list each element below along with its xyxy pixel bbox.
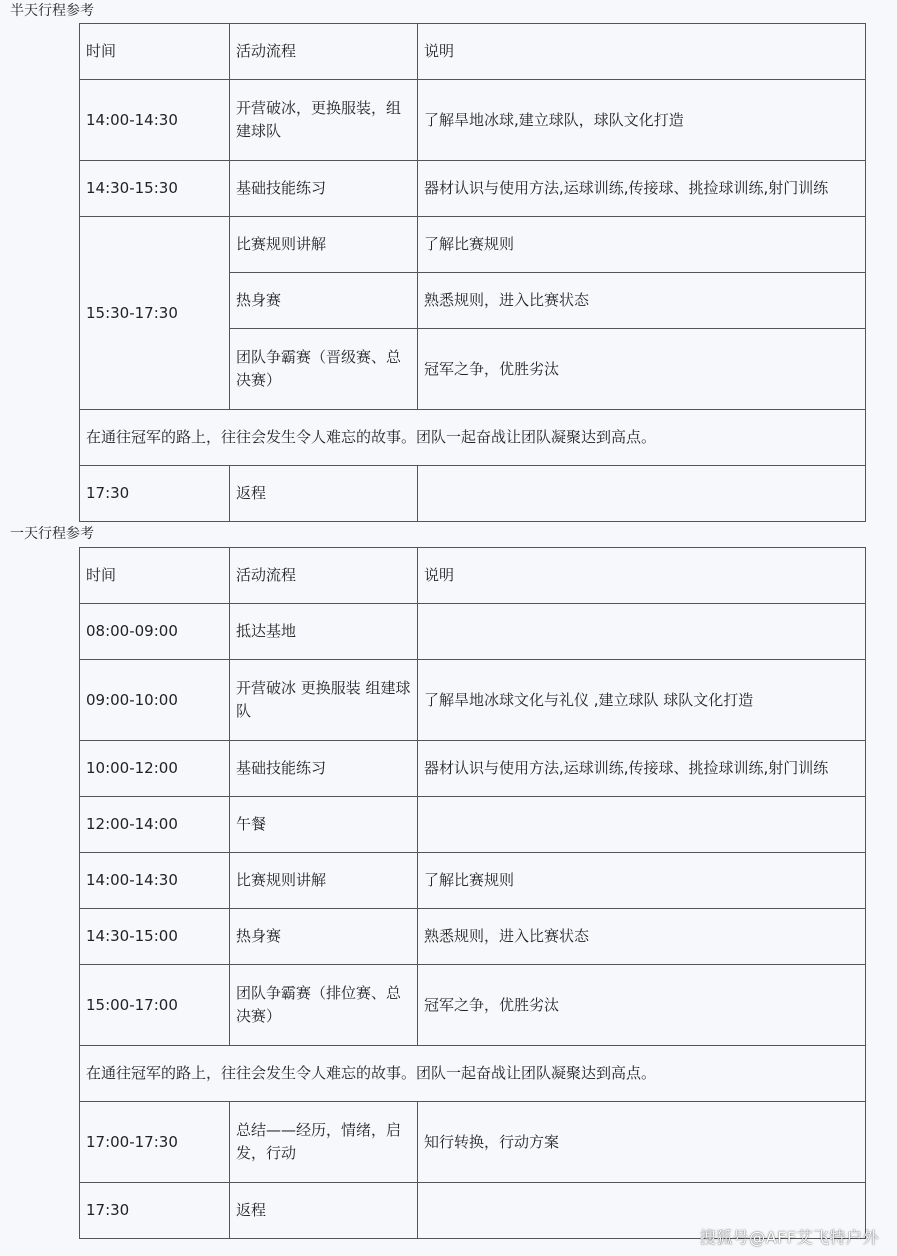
header-time: 时间 — [80, 24, 230, 80]
half-day-table — [79, 23, 866, 522]
activity-cell: 热身赛 — [230, 909, 418, 965]
time-cell: 17:00-17:30 — [80, 1102, 230, 1183]
watermark: 搜狐号@AFF艾飞特户外 — [699, 1228, 879, 1247]
note-cell: 了解比赛规则 — [418, 217, 866, 273]
table-row — [80, 604, 866, 660]
note-cell: 器材认识与使用方法,运球训练,传接球、挑捡球训练,射门训练 — [418, 161, 866, 217]
activity-cell: 基础技能练习 — [230, 161, 418, 217]
time-cell: 17:30 — [80, 466, 230, 522]
time-cell: 14:30-15:00 — [80, 909, 230, 965]
activity-cell: 团队争霸赛（排位赛、总决赛） — [230, 965, 418, 1046]
table-row — [80, 466, 866, 522]
activity-cell: 抵达基地 — [230, 604, 418, 660]
activity-cell: 总结——经历，情绪，启发，行动 — [230, 1102, 418, 1183]
activity-cell: 比赛规则讲解 — [230, 853, 418, 909]
note-cell: 冠军之争，优胜劣汰 — [418, 329, 866, 410]
summary-cell: 在通往冠军的路上，往往会发生令人难忘的故事。团队一起奋战让团队凝聚达到高点。 — [80, 410, 866, 466]
header-activity: 活动流程 — [230, 548, 418, 604]
note-cell: 器材认识与使用方法,运球训练,传接球、挑捡球训练,射门训练 — [418, 741, 866, 797]
activity-cell: 开营破冰 更换服装 组建球队 — [230, 660, 418, 741]
activity-cell: 热身赛 — [230, 273, 418, 329]
table-row — [80, 853, 866, 909]
note-cell: 熟悉规则，进入比赛状态 — [418, 273, 866, 329]
note-cell: 知行转换，行动方案 — [418, 1102, 866, 1183]
activity-cell: 基础技能练习 — [230, 741, 418, 797]
header-note: 说明 — [418, 24, 866, 80]
table-header-row — [80, 548, 866, 604]
time-cell: 09:00-10:00 — [80, 660, 230, 741]
full-day-table — [79, 547, 866, 1239]
table-row — [80, 660, 866, 741]
summary-cell: 在通往冠军的路上，往往会发生令人难忘的故事。团队一起奋战让团队凝聚达到高点。 — [80, 1046, 866, 1102]
activity-cell: 团队争霸赛（晋级赛、总决赛） — [230, 329, 418, 410]
table-row — [80, 741, 866, 797]
table-row — [80, 797, 866, 853]
time-cell: 14:00-14:30 — [80, 80, 230, 161]
activity-cell: 返程 — [230, 466, 418, 522]
table-row — [80, 965, 866, 1046]
table-row — [80, 909, 866, 965]
time-cell: 08:00-09:00 — [80, 604, 230, 660]
header-time: 时间 — [80, 548, 230, 604]
time-cell: 12:00-14:00 — [80, 797, 230, 853]
header-activity: 活动流程 — [230, 24, 418, 80]
summary-row — [80, 410, 866, 466]
table-row — [80, 161, 866, 217]
note-cell: 熟悉规则，进入比赛状态 — [418, 909, 866, 965]
time-cell: 15:30-17:30 — [80, 217, 230, 410]
time-cell: 17:30 — [80, 1183, 230, 1239]
full-day-title: 一天行程参考 — [10, 526, 94, 542]
time-cell: 10:00-12:00 — [80, 741, 230, 797]
table-row — [80, 217, 866, 273]
note-cell: 了解旱地冰球文化与礼仪 ,建立球队 球队文化打造 — [418, 660, 866, 741]
note-cell — [418, 797, 866, 853]
time-cell: 14:30-15:30 — [80, 161, 230, 217]
note-cell — [418, 466, 866, 522]
note-cell: 冠军之争，优胜劣汰 — [418, 965, 866, 1046]
summary-row — [80, 1046, 866, 1102]
activity-cell: 午餐 — [230, 797, 418, 853]
note-cell: 了解比赛规则 — [418, 853, 866, 909]
table-row — [80, 80, 866, 161]
table-row — [80, 1102, 866, 1183]
activity-cell: 开营破冰，更换服装，组建球队 — [230, 80, 418, 161]
note-cell: 了解旱地冰球,建立球队，球队文化打造 — [418, 80, 866, 161]
time-cell: 15:00-17:00 — [80, 965, 230, 1046]
note-cell — [418, 604, 866, 660]
activity-cell: 返程 — [230, 1183, 418, 1239]
time-cell: 14:00-14:30 — [80, 853, 230, 909]
table-header-row — [80, 24, 866, 80]
half-day-title: 半天行程参考 — [10, 3, 94, 19]
activity-cell: 比赛规则讲解 — [230, 217, 418, 273]
header-note: 说明 — [418, 548, 866, 604]
